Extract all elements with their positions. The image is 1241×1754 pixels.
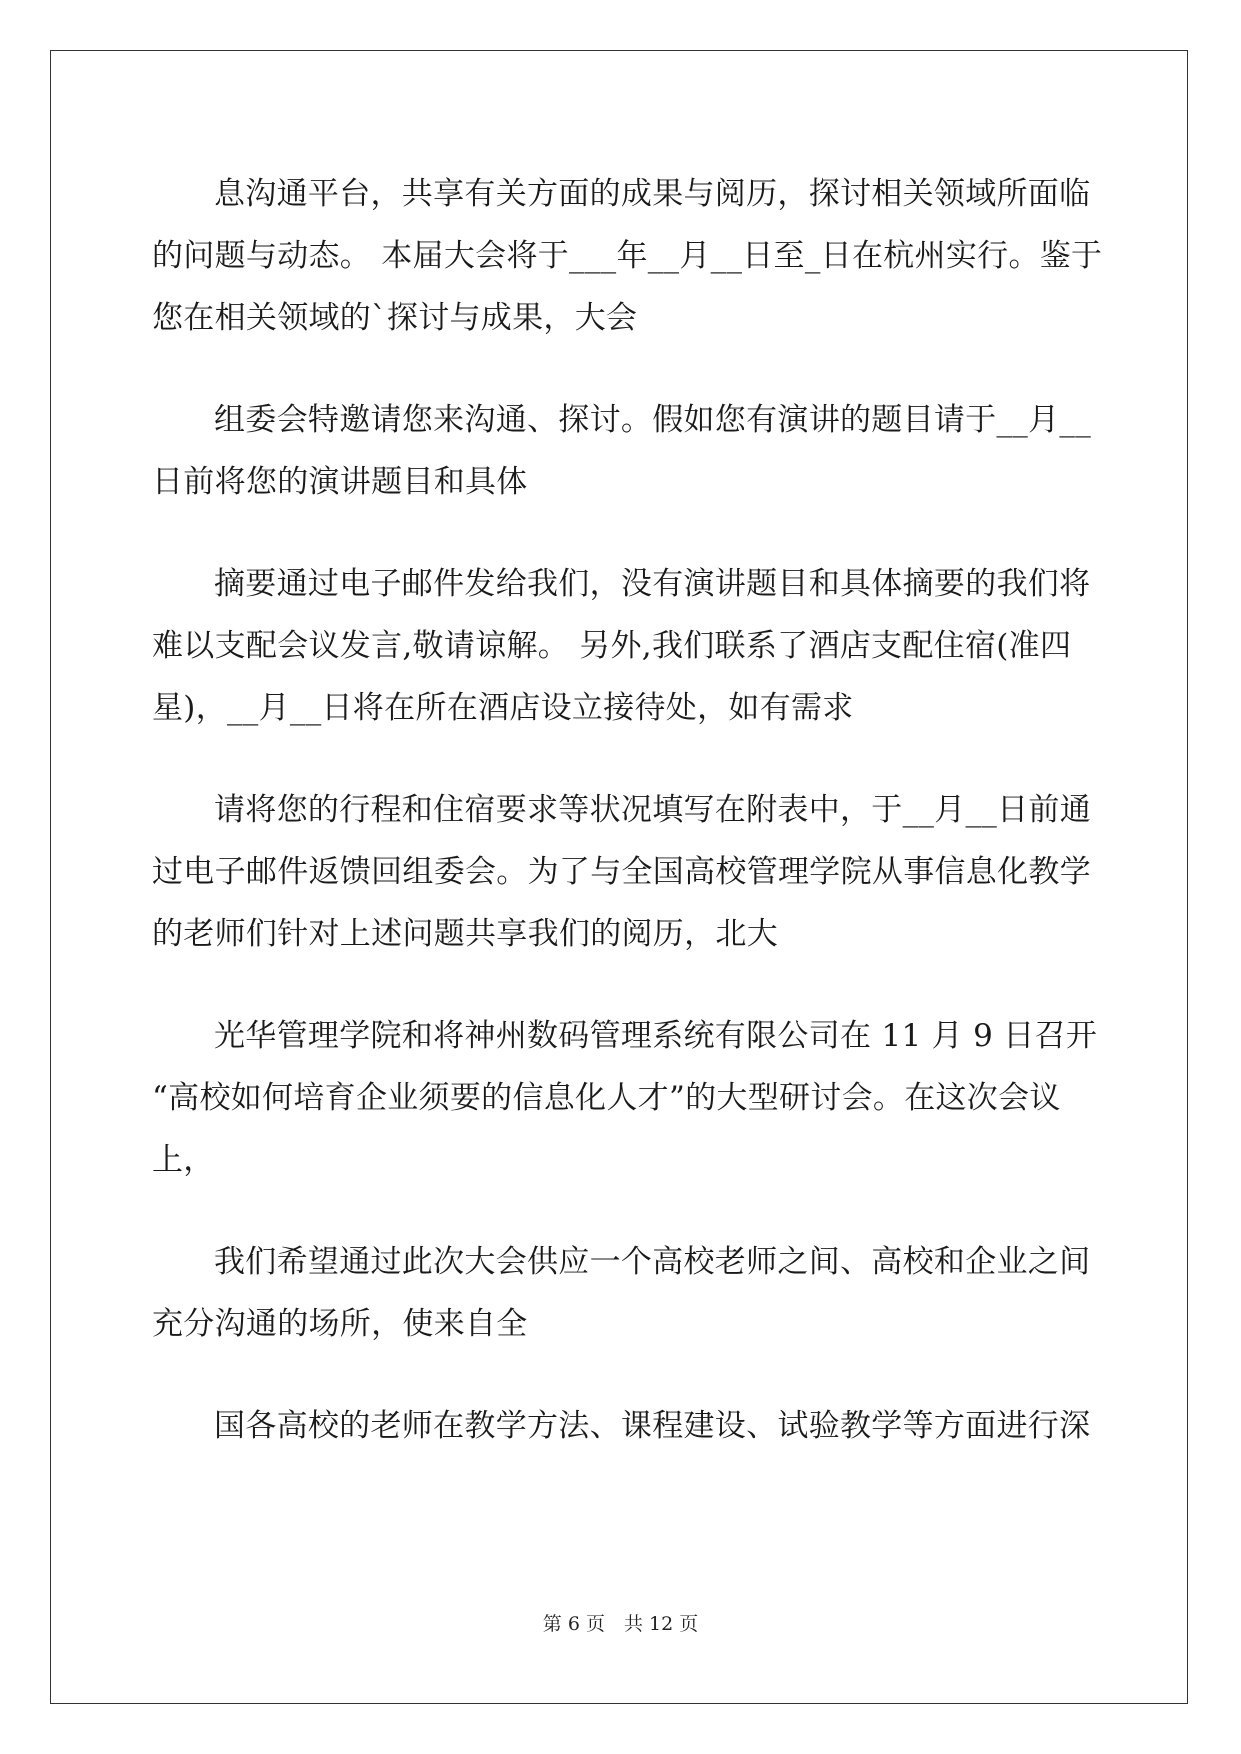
text-line: 的老师们针对上述问题共享我们的阅历，北大 [152, 916, 778, 952]
text-line: 请将您的行程和住宿要求等状况填写在附表中，于__月__日前通 [214, 792, 1091, 828]
text-line: 上， [152, 1142, 215, 1178]
text-line: 国各高校的老师在教学方法、课程建设、试验教学等方面进行深 [214, 1408, 1091, 1444]
text-line: 摘要通过电子邮件发给我们，没有演讲题目和具体摘要的我们将 [214, 566, 1091, 602]
text-line: 难以支配会议发言,敬请谅解。 另外,我们联系了酒店支配住宿(准四 [152, 628, 1072, 664]
text-line: 星)，__月__日将在所在酒店设立接待处，如有需求 [152, 690, 854, 726]
text-line: “高校如何培育企业须要的信息化人才”的大型研讨会。在这次会议 [152, 1080, 1061, 1116]
text-line: 充分沟通的场所，使来自全 [152, 1306, 528, 1342]
text-line: 息沟通平台，共享有关方面的成果与阅历，探讨相关领域所面临 [214, 176, 1091, 212]
page-number-footer: 第 6 页 共 12 页 [542, 1613, 699, 1635]
text-line: 组委会特邀请您来沟通、探讨。假如您有演讲的题目请于__月__ [214, 402, 1091, 438]
text-line: 光华管理学院和将神州数码管理系统有限公司在 11 月 9 日召开 [214, 1018, 1098, 1054]
text-line: 日前将您的演讲题目和具体 [152, 464, 528, 500]
text-line: 过电子邮件返馈回组委会。为了与全国高校管理学院从事信息化教学 [152, 854, 1091, 890]
text-line: 您在相关领域的`探讨与成果，大会 [152, 300, 638, 336]
text-line: 我们希望通过此次大会供应一个高校老师之间、高校和企业之间 [214, 1244, 1091, 1280]
text-line: 的问题与动态。 本届大会将于___年__月__日至_日在杭州实行。鉴于 [152, 238, 1103, 274]
document-body [152, 163, 1103, 1457]
